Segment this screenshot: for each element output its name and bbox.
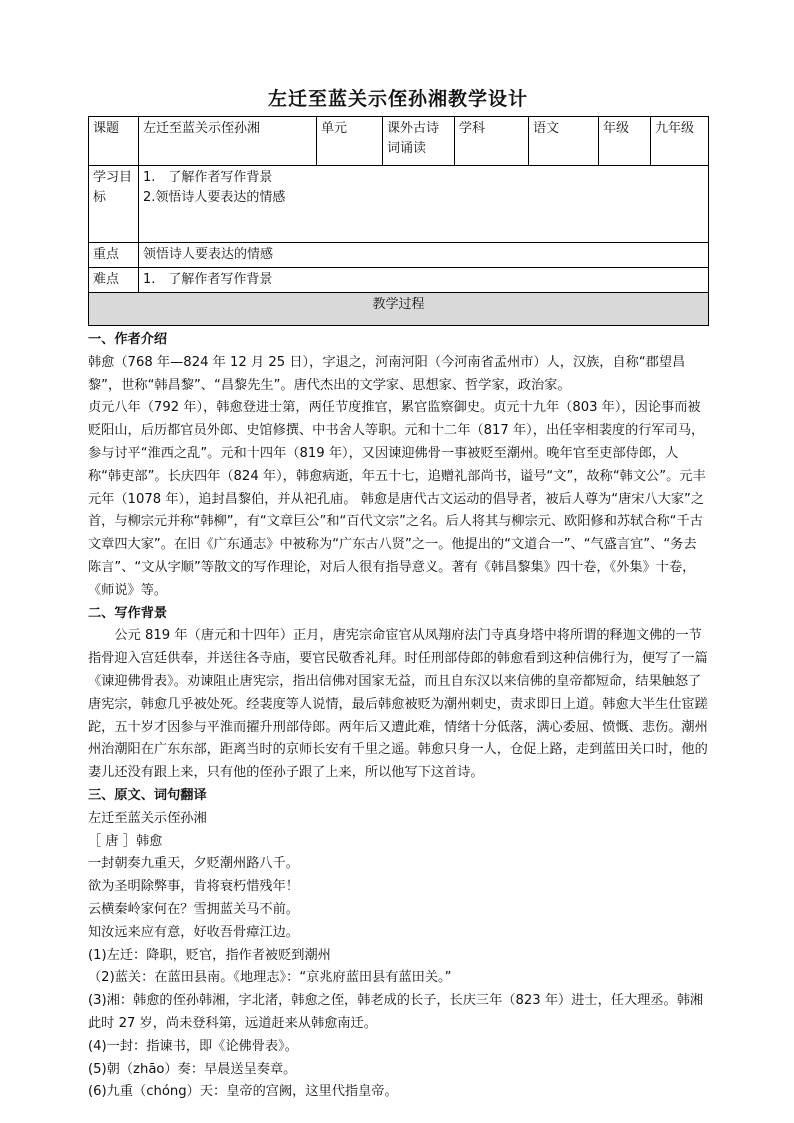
topic-value: 左迁至蓝关示侄孙湘 (139, 117, 317, 166)
table-row (89, 243, 709, 268)
document-title: 左迁至蓝关示侄孙湘教学设计 (267, 88, 528, 110)
goals-cell (139, 166, 709, 243)
section-heading: 二、写作背景 (88, 605, 168, 621)
unit-label: 单元 (317, 117, 383, 166)
poem-author: ［ 唐 ］韩愈 (88, 833, 163, 849)
goal-item: 2.领悟诗人要表达的情感 (143, 190, 286, 205)
paragraph: 韩愈（768 年—824 年 12 月 25 日），字退之，河南河阳（今河南省孟州市）人，汉族，自称“郡望昌黎”，世称“韩昌黎”、“昌黎先生”。唐代杰出的文学家、思想家、哲学家，政治家。 (88, 354, 686, 393)
note-item: (4)一封：指谏书，即《论佛骨表》。 (88, 1038, 298, 1054)
note-item: (3)湘：韩愈的侄孙韩湘，字北渚，韩愈之侄，韩老成的长子，长庆三年（823 年）进士，任大理丞。韩湘此时 27 岁，尚未登科第，远道赶来从韩愈南迁。 (88, 993, 704, 1031)
paragraph: 贞元八年（792 年），韩愈登进士第，两任节度推官，累官监察御史。贞元十九年（803 年），因论事而被贬阳山，后历都官员外郎、史馆修撰、中书舍人等职。元和十二年（817 年），出任宰相裴度的行军司马，参与讨平“淮西之乱”。元和十四年（819 年），又因谏迎佛骨一事被贬至潮州。晚年官至吏部侍郎，人称“韩吏部”。长庆四年（824 年），韩愈病逝，年五十七，追赠礼部尚书，谥号“文”，故称“韩文公”。元丰元年（1078 年），追封昌黎伯，并从祀孔庙。 韩愈是唐代古文运动的倡导者，被后人尊为“唐宋八大家”之首，与柳宗元并称“韩柳”，有“文章巨公”和“百代文宗”之名。后人将其与柳宗元、欧阳修和苏轼合称“千古文章四大家”。在旧《广东通志》中被称为“广东古八贤”之一。他提出的“文道合一”、“气盛言宜”、“务去陈言”、“文从字顺”等散文的写作理论，对后人很有指导意义。著有《韩昌黎集》四十卷，《外集》十卷，《师说》等。 (88, 400, 706, 598)
poem-line: 云横秦岭家何在？雪拥蓝关马不前。 (88, 901, 299, 917)
lesson-info-table (88, 116, 709, 326)
note-item: (6)九重（chóng）天：皇帝的宫阙，这里代指皇帝。 (88, 1084, 398, 1100)
difficulty-label: 难点 (89, 268, 139, 293)
table-row (89, 117, 709, 166)
table-row (89, 268, 709, 293)
note-item: (5)朝（zhāo）奏：早晨送呈奏章。 (88, 1061, 297, 1077)
grade-label: 年级 (599, 117, 651, 166)
paragraph: 公元 819 年（唐元和十四年）正月，唐宪宗命宦官从凤翔府法门寺真身塔中将所谓的释迦文佛的一节指骨迎入宫廷供奉，并送往各寺庙，要官民敬香礼拜。时任刑部侍郎的韩愈看到这种信佛行为，便写了一篇《谏迎佛骨表》。劝谏阻止唐宪宗，指出信佛对国家无益，而且自东汉以来信佛的皇帝都短命，结果触怒了唐宪宗，韩愈几乎被处死。经裴度等人说情，最后韩愈被贬为潮州刺史，责求即日上道。韩愈大半生仕宦蹉跎，五十岁才因参与平淮而擢升刑部侍郎。两年后又遭此难，情绪十分低落，满心委屈、愤慨、悲伤。潮州州治潮阳在广东东部，距离当时的京师长安有千里之遥。韩愈只身一人，仓促上路，走到蓝田关口时，他的妻儿还没有跟上来，只有他的侄孙子跟了上来，所以他写下这首诗。 (88, 628, 708, 781)
poem-line: 欲为圣明除弊事，肯将衰朽惜残年！ (88, 879, 299, 895)
difficulty-value: 1. 了解作者写作背景 (139, 268, 709, 293)
document-page (88, 82, 708, 1104)
section-heading: 一、作者介绍 (88, 332, 168, 347)
poem-line: 知汝远来应有意，好收吾骨瘴江边。 (88, 924, 299, 940)
note-item: （2)蓝关：在蓝田县南。《地理志》：“京兆府蓝田县有蓝田关。” (88, 970, 452, 986)
grade-value: 九年级 (651, 117, 709, 166)
process-heading: 教学过程 (89, 293, 709, 326)
subject-value: 语文 (529, 117, 599, 166)
goal-item: 1. 了解作者写作背景 (143, 170, 273, 185)
key-value: 领悟诗人要表达的情感 (139, 243, 709, 268)
poem-line: 一封朝奏九重天，夕贬潮州路八千。 (88, 856, 299, 872)
note-item: (1)左迁：降职，贬官，指作者被贬到潮州 (88, 947, 331, 963)
subject-label: 学科 (455, 117, 529, 166)
table-row (89, 293, 709, 326)
unit-value: 课外古诗词诵读 (383, 117, 455, 166)
section-heading: 三、原文、词句翻译 (88, 787, 207, 803)
poem-title: 左迁至蓝关示侄孙湘 (88, 810, 207, 826)
table-row (89, 166, 709, 243)
key-label: 重点 (89, 243, 139, 268)
lesson-body (88, 329, 708, 1104)
topic-label: 课题 (89, 117, 139, 166)
goals-label: 学习目标 (89, 166, 139, 243)
